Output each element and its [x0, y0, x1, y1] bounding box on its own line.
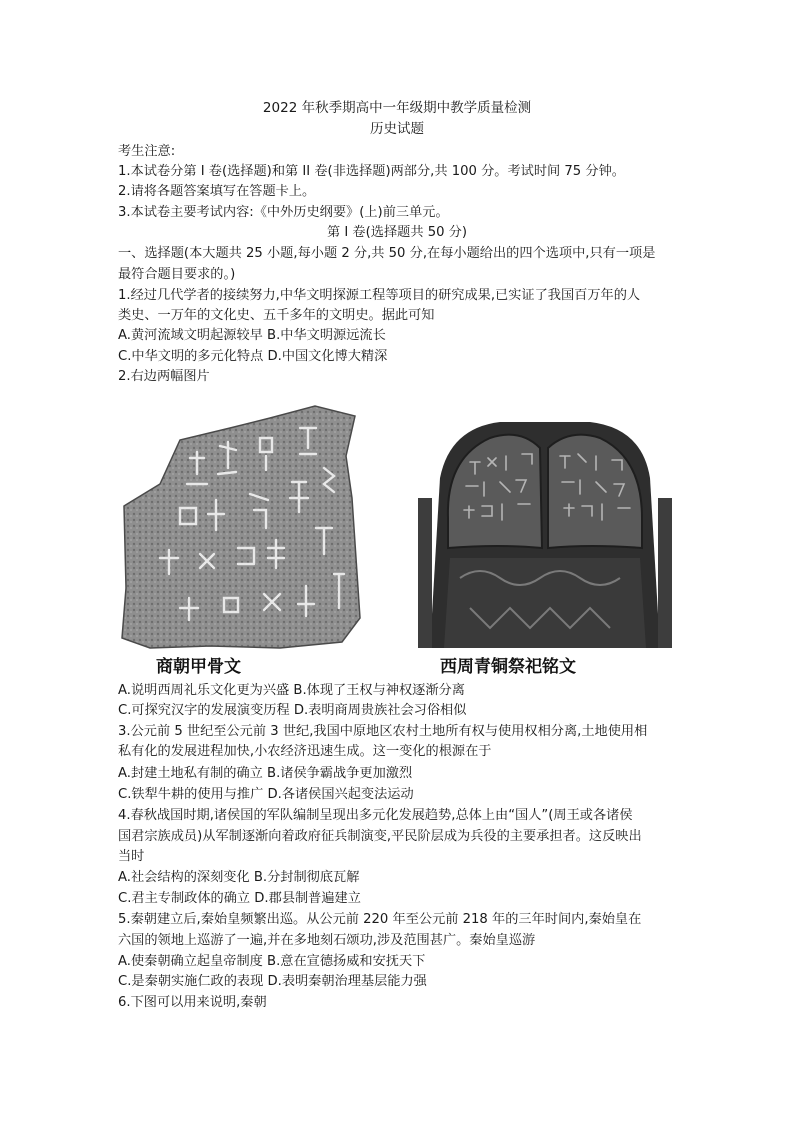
question-options: A.封建土地私有制的确立 B.诸侯争霸战争更加激烈 — [118, 766, 413, 781]
notice-item: 1.本试卷分第 I 卷(选择题)和第 II 卷(非选择题)两部分,共 100 分。考试时间 75 分钟。 — [118, 164, 625, 179]
question-stem: 5.秦朝建立后,秦始皇频繁出巡。从公元前 220 年至公元前 218 年的三年时间内,秦始皇在 — [118, 912, 642, 927]
question-2-figure — [120, 398, 680, 678]
notice-heading: 考生注意: — [118, 144, 176, 159]
notice-item: 2.请将各题答案填写在答题卡上。 — [118, 184, 316, 199]
question-stem: 3.公元前 5 世纪至公元前 3 世纪,我国中原地区农村土地所有权与使用权相分离,土地使用相 — [118, 724, 648, 739]
question-options: C.是秦朝实施仁政的表现 D.表明秦朝治理基层能力强 — [118, 974, 427, 989]
section-instructions: 最符合题目要求的。) — [118, 267, 236, 282]
question-options: A.社会结构的深刻变化 B.分封制彻底瓦解 — [118, 870, 360, 885]
question-stem: 4.春秋战国时期,诸侯国的军队编制呈现出多元化发展趋势,总体上由“国人”(周王或各诸侯 — [118, 808, 633, 823]
exam-subtitle: 历史试题 — [370, 121, 424, 137]
question-stem: 当时 — [118, 849, 145, 864]
figure-caption-left: 商朝甲骨文 — [156, 657, 241, 677]
question-stem: 1.经过几代学者的接续努力,中华文明探源工程等项目的研究成果,已实证了我国百万年的人 — [118, 288, 641, 303]
question-stem: 六国的领地上巡游了一遍,并在多地刻石颂功,涉及范围甚广。秦始皇巡游 — [118, 933, 536, 948]
oracle-bone-image — [120, 398, 390, 650]
bronze-inscription-image — [410, 398, 680, 650]
question-options: C.君主专制政体的确立 D.郡县制普遍建立 — [118, 891, 361, 906]
exam-title: 2022 年秋季期高中一年级期中教学质量检测 — [262, 100, 532, 116]
section-heading: 第 I 卷(选择题共 50 分) — [326, 225, 468, 240]
figure-caption-right: 西周青铜祭祀铭文 — [440, 657, 576, 677]
question-stem: 6.下图可以用来说明,秦朝 — [118, 995, 267, 1010]
question-stem: 国君宗族成员)从军制逐渐向着政府征兵制演变,平民阶层成为兵役的主要承担者。这反映出 — [118, 829, 642, 844]
question-stem: 私有化的发展进程加快,小农经济迅速生成。这一变化的根源在于 — [118, 744, 492, 759]
question-options: A.使秦朝确立起皇帝制度 B.意在宣德扬威和安抚天下 — [118, 954, 426, 969]
section-instructions: 一、选择题(本大题共 25 小题,每小题 2 分,共 50 分,在每小题给出的四个选项中,只有一项是 — [118, 246, 656, 261]
question-stem: 类史、一万年的文化史、五千多年的文明史。据此可知 — [118, 308, 435, 323]
question-options: C.中华文明的多元化特点 D.中国文化博大精深 — [118, 349, 388, 364]
question-options: A.黄河流域文明起源较早 B.中华文明源远流长 — [118, 328, 386, 343]
question-options: A.说明西周礼乐文化更为兴盛 B.体现了王权与神权逐渐分离 — [118, 683, 465, 698]
notice-item: 3.本试卷主要考试内容:《中外历史纲要》(上)前三单元。 — [118, 205, 449, 220]
question-stem: 2.右边两幅图片 — [118, 369, 210, 384]
question-options: C.可探究汉字的发展演变历程 D.表明商周贵族社会习俗相似 — [118, 703, 467, 718]
question-options: C.铁犁牛耕的使用与推广 D.各诸侯国兴起变法运动 — [118, 787, 414, 802]
